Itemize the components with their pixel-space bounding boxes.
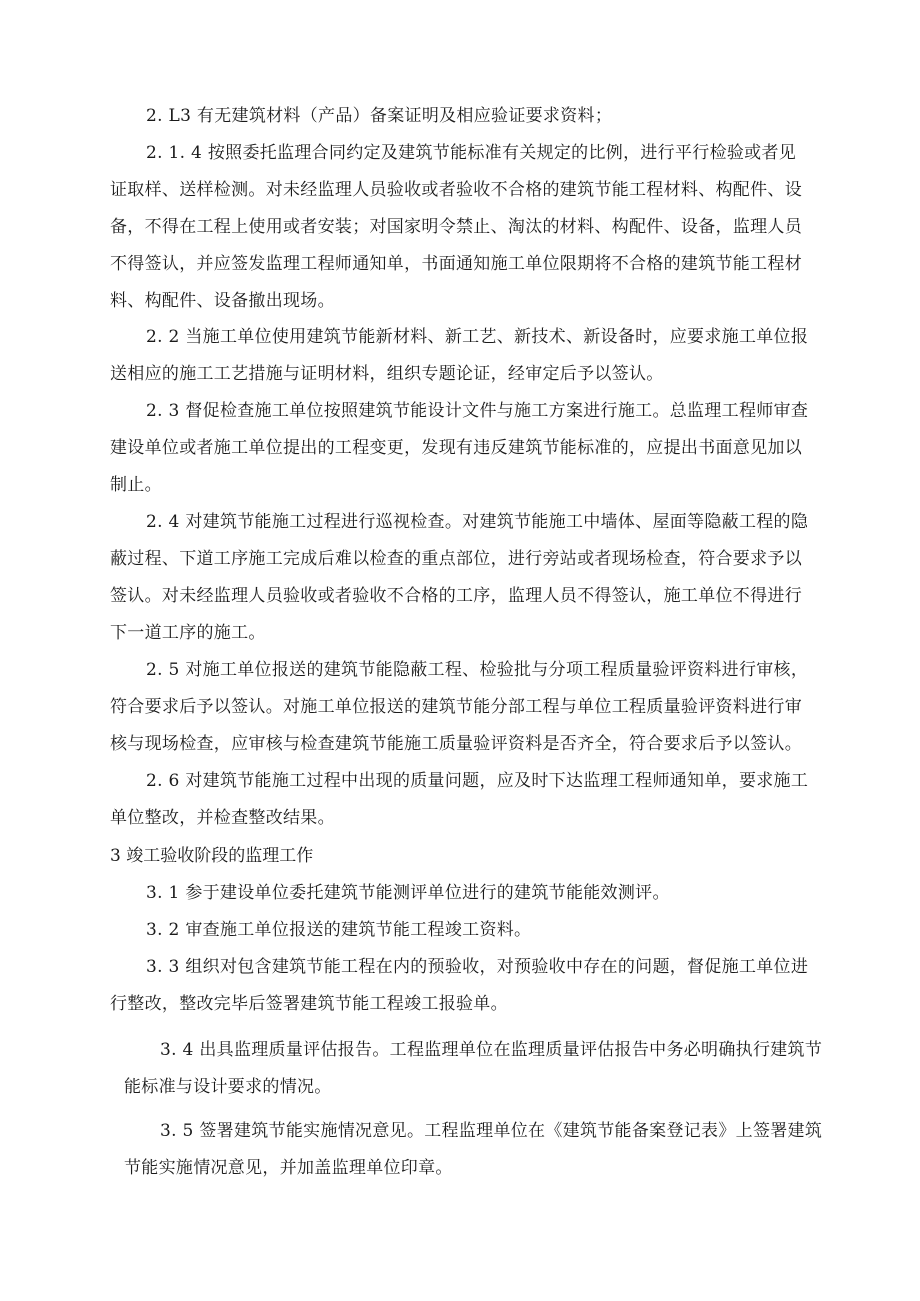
paragraph-2-2: 2. 2 当施工单位使用建筑节能新材料、新工艺、新技术、新设备时，应要求施工单位报送相应的施工工艺措施与证明材料，组织专题论证，经审定后予以签认。 <box>110 327 809 384</box>
paragraph-3-3: 3. 3 组织对包含建筑节能工程在内的预验收，对预验收中存在的问题，督促施工单位进行整改，整改完毕后签署建筑节能工程竣工报验单。 <box>110 957 809 1014</box>
paragraph-3-5: 3. 5 签署建筑节能实施情况意见。工程监理单位在《建筑节能备案登记表》上签署建筑节能实施情况意见，并加盖监理单位印章。 <box>124 1121 823 1178</box>
section-heading: 3 竣工验收阶段的监理工作 <box>110 846 314 866</box>
paragraph-2-5: 2. 5 对施工单位报送的建筑节能隐蔽工程、检验批与分项工程质量验评资料进行审核，符合要求后予以签认。对施工单位报送的建筑节能分部工程与单位工程质量验评资料进行审核与现场检查，应审核与检查建筑节能施工质量验评资料是否齐全，符合要求后予以签认。 <box>110 660 809 754</box>
paragraph-2-4: 2. 4 对建筑节能施工过程进行巡视检查。对建筑节能施工中墙体、屋面等隐蔽工程的隐蔽过程、下道工序施工完成后难以检查的重点部位，进行旁站或者现场检查，符合要求予以签认。对未经监理人员验收或者验收不合格的工序，监理人员不得签认，施工单位不得进行下一道工序的施工。 <box>110 512 809 643</box>
paragraph-3-2: 3. 2 审查施工单位报送的建筑节能工程竣工资料。 <box>146 920 532 940</box>
paragraph-2-1-4: 2. 1. 4 按照委托监理合同约定及建筑节能标准有关规定的比例，进行平行检验或者见证取样、送样检测。对未经监理人员验收或者验收不合格的建筑节能工程材料、构配件、设备，不得在工程上使用或者安装；对国家明令禁止、淘汰的材料、构配件、设备，监理人员不得签认，并应签发监理工程师通知单，书面通知施工单位限期将不合格的建筑节能工程材料、构配件、设备撤出现场。 <box>110 143 802 311</box>
paragraph-3-4: 3. 4 出具监理质量评估报告。工程监理单位在监理质量评估报告中务必明确执行建筑节能标准与设计要求的情况。 <box>124 1040 823 1097</box>
paragraph-2-3: 2. 3 督促检查施工单位按照建筑节能设计文件与施工方案进行施工。总监理工程师审查建设单位或者施工单位提出的工程变更，发现有违反建筑节能标准的，应提出书面意见加以制止。 <box>110 401 809 495</box>
paragraph-2-1-3: 2. L3 有无建筑材料（产品）备案证明及相应验证要求资料； <box>146 106 613 126</box>
paragraph-3-1: 3. 1 参于建设单位委托建筑节能测评单位进行的建筑节能能效测评。 <box>146 883 670 903</box>
paragraph-2-6: 2. 6 对建筑节能施工过程中出现的质量问题，应及时下达监理工程师通知单，要求施工单位整改，并检查整改结果。 <box>110 771 809 828</box>
